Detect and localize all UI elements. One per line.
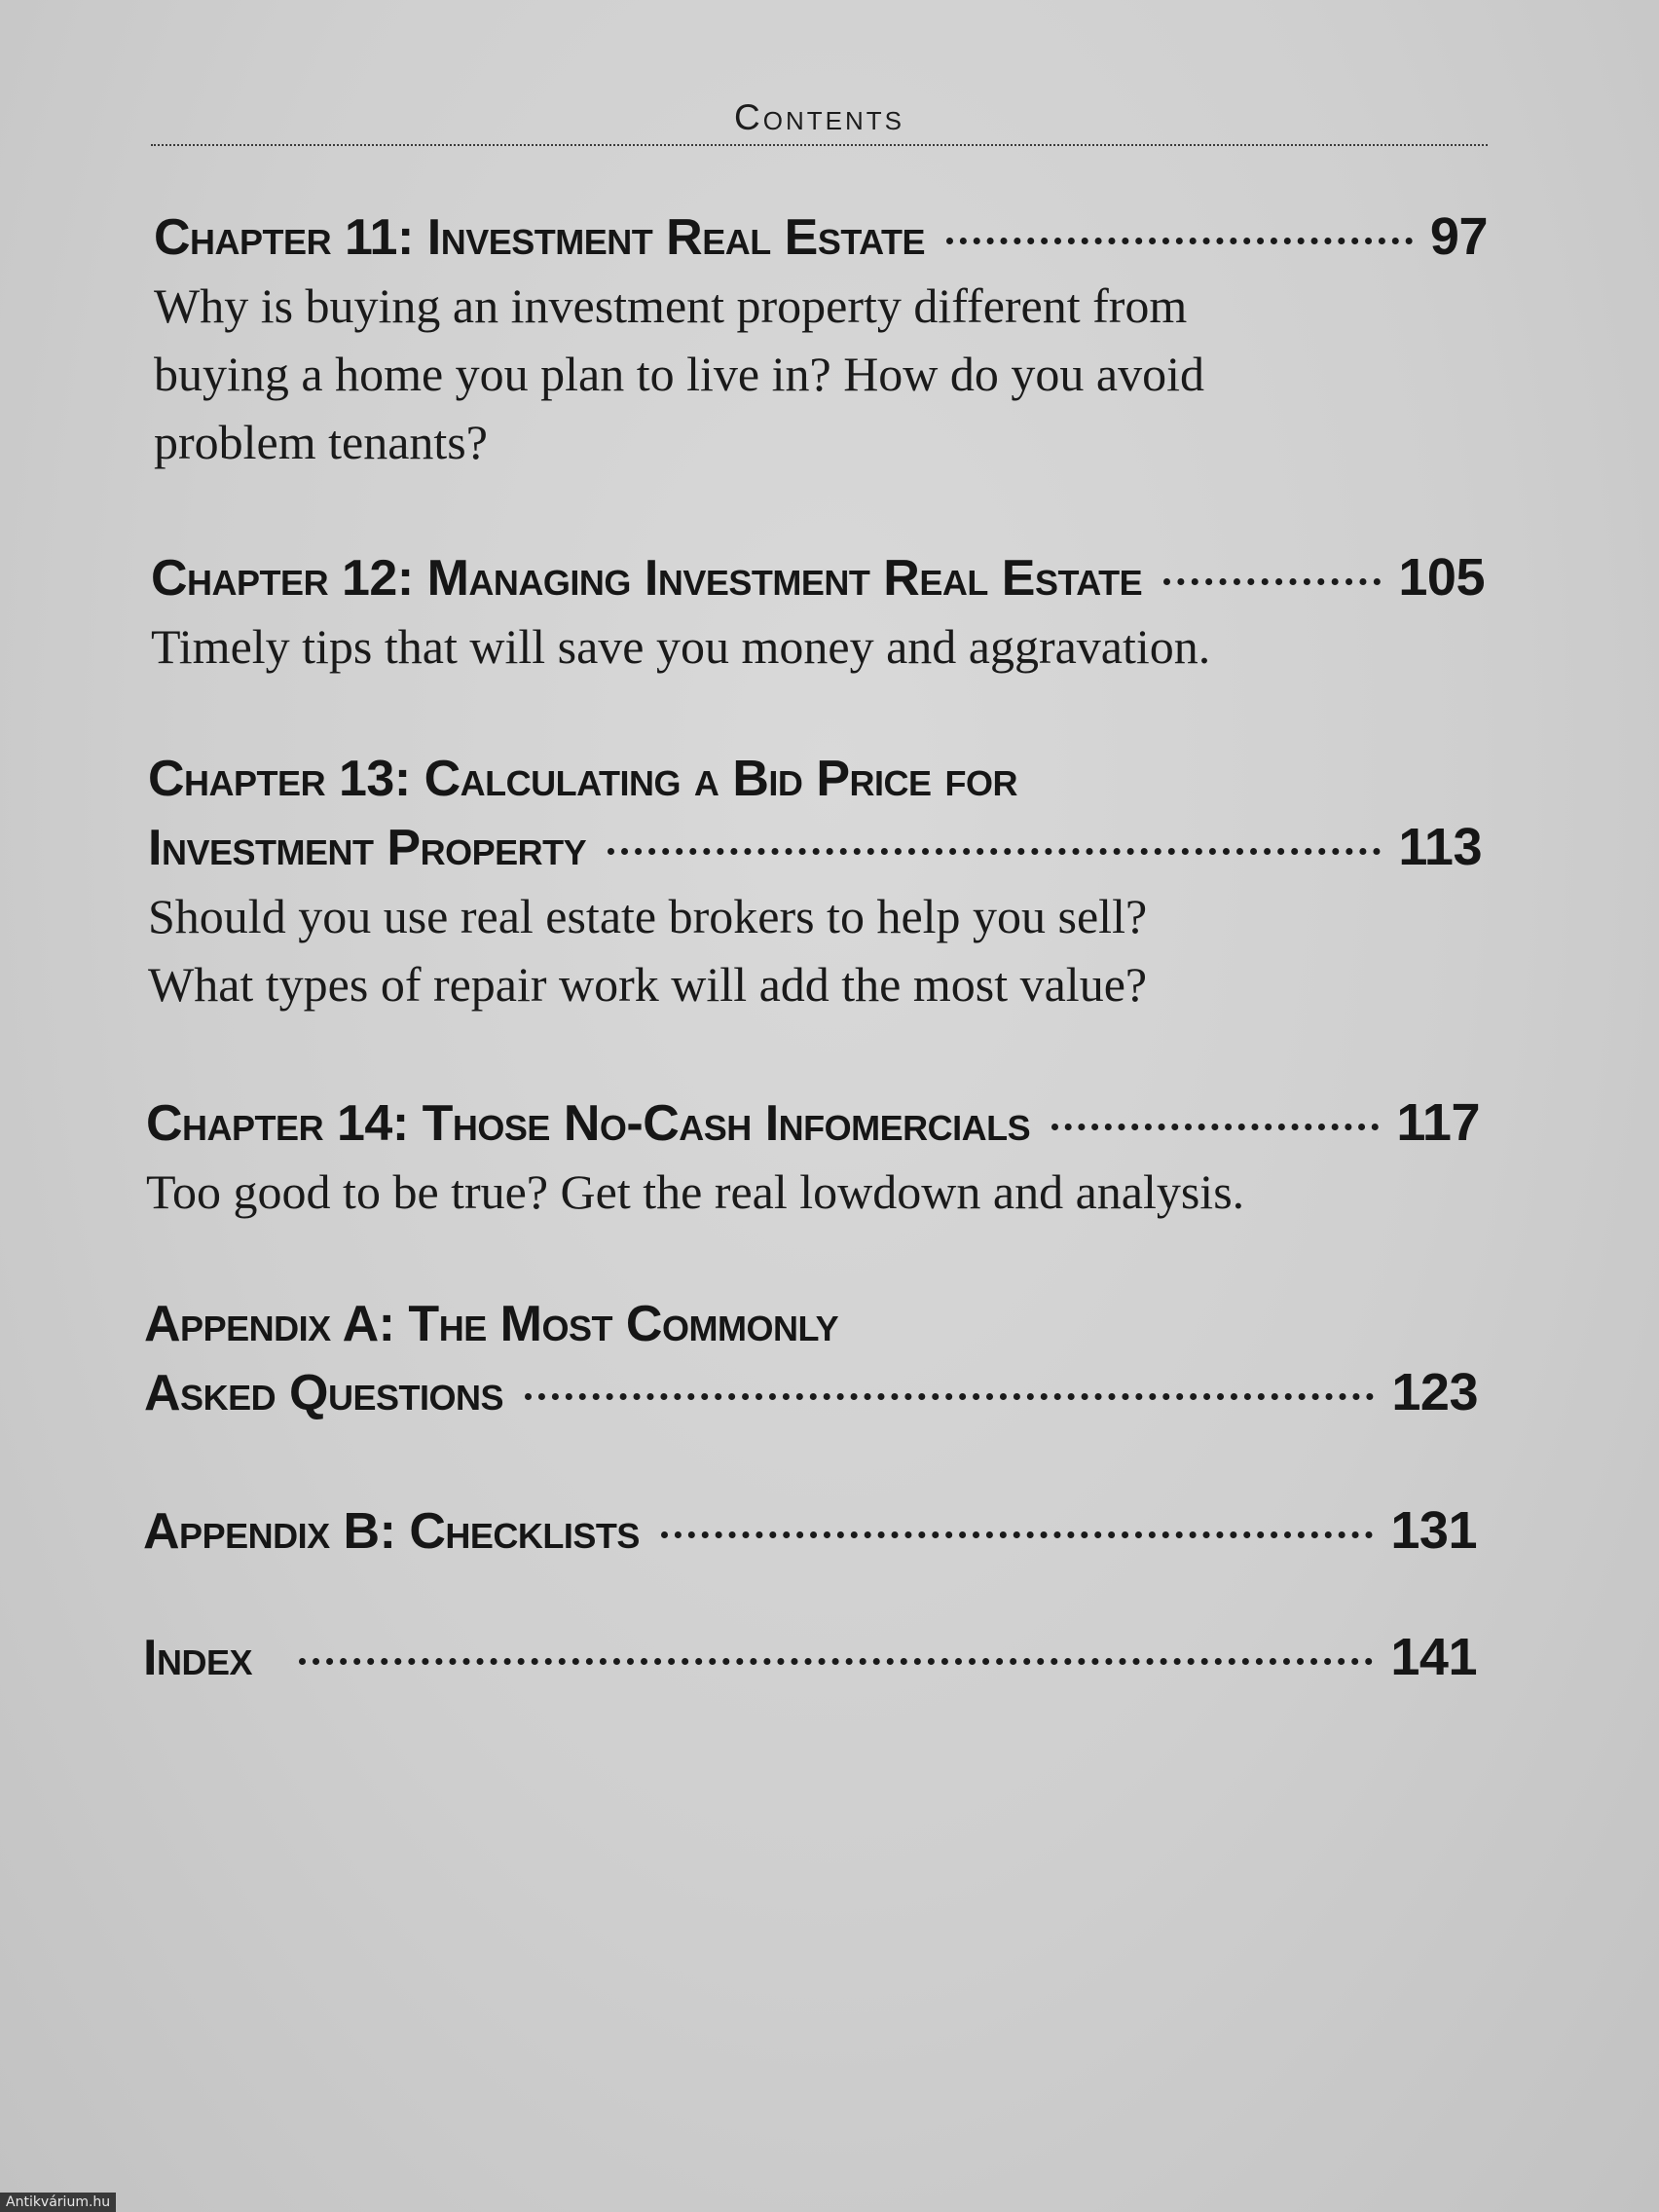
entry-title: Chapter 12: Managing Investment Real Estate: [151, 550, 1143, 607]
entry-title: Chapter 14: Those No-Cash Infomercials: [146, 1095, 1031, 1152]
entry-title: Index: [143, 1630, 252, 1686]
entry-title: Chapter 11: Investment Real Estate: [154, 209, 925, 266]
entry-title-line: [148, 745, 1482, 813]
entry-title-line: [143, 1623, 1477, 1692]
entry-title-line: [154, 203, 1488, 272]
toc-entry-chapter-11[interactable]: [154, 203, 1488, 476]
running-head: Contents: [734, 97, 904, 137]
entry-title-continued: Asked Questions: [144, 1365, 503, 1421]
description-line: Should you use real estate brokers to help you sell?: [148, 889, 1148, 943]
entry-title-line: [144, 1290, 1478, 1358]
entry-title-line: [148, 813, 1482, 882]
entry-title: Chapter 13: Calculating a Bid Price for: [148, 751, 1017, 807]
entry-description: [154, 272, 1488, 476]
toc-entry-appendix-b[interactable]: [143, 1496, 1477, 1566]
dot-leader: [525, 1393, 1374, 1400]
page-number: 105: [1398, 548, 1485, 607]
toc-entry-chapter-12[interactable]: [151, 543, 1485, 681]
page-number: 117: [1396, 1093, 1480, 1152]
entry-title-line: [144, 1358, 1478, 1427]
description-line: Timely tips that will save you money and aggravation.: [151, 619, 1211, 674]
entry-title: Appendix B: Checklists: [143, 1503, 640, 1560]
watermark-label: Antikvárium.hu: [0, 2193, 116, 2212]
dot-leader: [1051, 1124, 1379, 1130]
page-number: 97: [1429, 207, 1488, 266]
page-number: 141: [1390, 1628, 1477, 1686]
description-line: Why is buying an investment property different from: [154, 278, 1188, 333]
page-number: 113: [1398, 818, 1482, 876]
entry-title-continued: Investment Property: [148, 820, 587, 876]
dot-leader: [661, 1531, 1373, 1538]
entry-description: [148, 882, 1482, 1018]
page-number: 131: [1390, 1501, 1477, 1560]
toc-entry-index[interactable]: [143, 1623, 1477, 1692]
description-line: buying a home you plan to live in? How do you avoid: [154, 347, 1205, 401]
toc-entry-chapter-13[interactable]: [148, 745, 1482, 1018]
entry-title: Appendix A: The Most Commonly: [144, 1296, 839, 1352]
description-line: problem tenants?: [154, 415, 488, 469]
entry-title-line: [146, 1088, 1480, 1158]
entry-description: [146, 1158, 1480, 1226]
dot-leader: [946, 238, 1413, 244]
entry-description: [151, 612, 1485, 681]
description-line: What types of repair work will add the most value?: [148, 957, 1148, 1012]
header-rule: [151, 144, 1488, 146]
page-number: 123: [1391, 1363, 1478, 1421]
dot-leader: [1163, 578, 1381, 585]
entry-title-line: [151, 543, 1485, 612]
entry-title-line: [143, 1496, 1477, 1566]
description-line: Too good to be true? Get the real lowdown and analysis.: [146, 1164, 1245, 1219]
dot-leader: [608, 848, 1381, 855]
toc-entry-appendix-a[interactable]: [144, 1290, 1478, 1427]
dot-leader: [299, 1658, 1373, 1665]
toc-entry-chapter-14[interactable]: [146, 1088, 1480, 1226]
